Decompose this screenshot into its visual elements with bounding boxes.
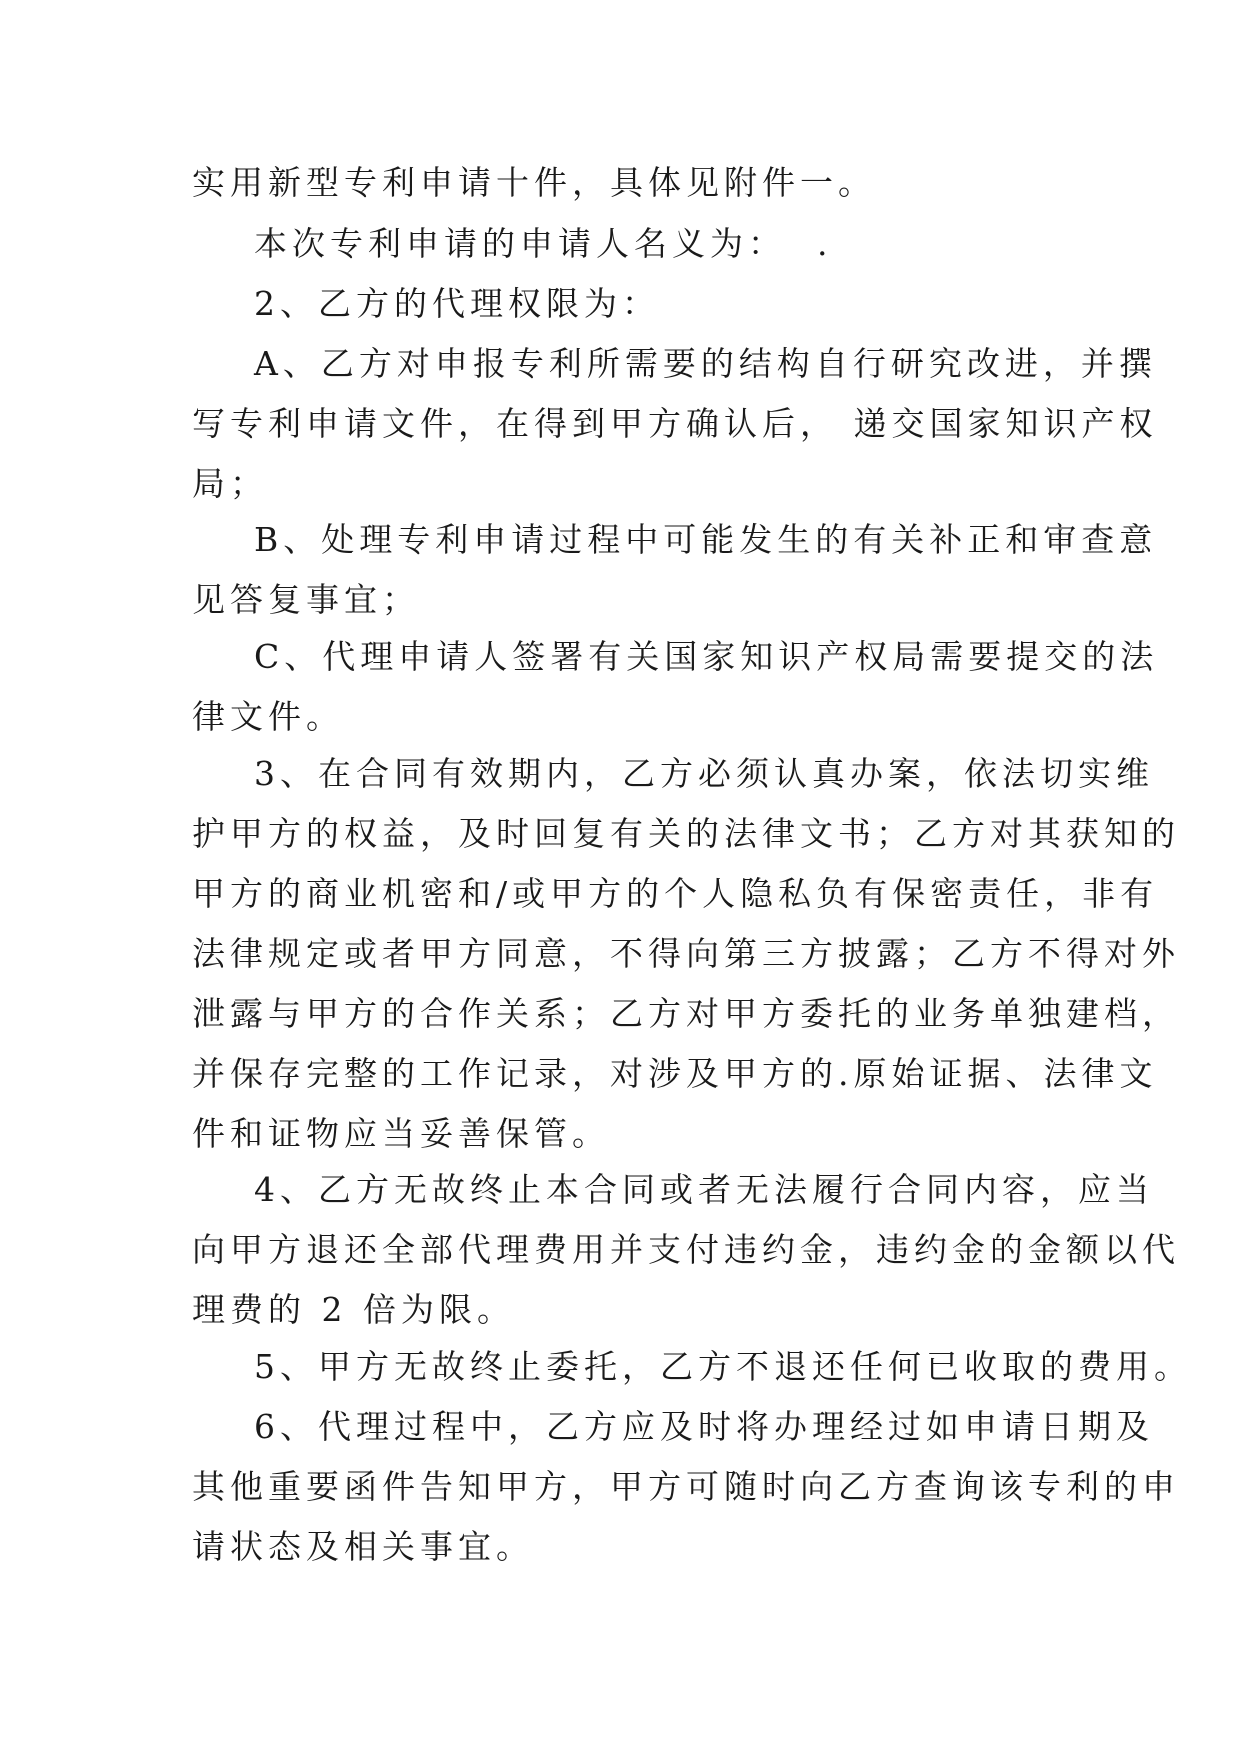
text-line: 实用新型专利申请十件，具体见附件一。 bbox=[192, 163, 876, 202]
text-line: B、处理专利申请过程中可能发生的有关补正和审查意 bbox=[254, 520, 1158, 559]
text-line: 5、甲方无故终止委托，乙方不退还任何已收取的费用。 bbox=[254, 1347, 1192, 1386]
text-line: 甲方的商业机密和/或甲方的个人隐私负有保密责任，非有 bbox=[192, 874, 1159, 913]
text-line: 向甲方退还全部代理费用并支付违约金，违约金的金额以代 bbox=[192, 1230, 1180, 1269]
text-line: 见答复事宜； bbox=[192, 580, 420, 619]
text-line: 3、在合同有效期内，乙方必须认真办案，依法切实维 bbox=[254, 754, 1154, 793]
text-line: 并保存完整的工作记录，对涉及甲方的.原始证据、法律文 bbox=[192, 1054, 1158, 1093]
text-line: 请状态及相关事宜。 bbox=[192, 1527, 534, 1566]
text-line: 理费的 2 倍为限。 bbox=[192, 1290, 515, 1329]
text-line: 2、乙方的代理权限为： bbox=[254, 284, 660, 323]
text-line: 律文件。 bbox=[192, 697, 344, 736]
text-line: 局； bbox=[192, 464, 268, 503]
text-line: 件和证物应当妥善保管。 bbox=[192, 1114, 610, 1153]
text-line: 6、代理过程中，乙方应及时将办理经过如申请日期及 bbox=[254, 1407, 1154, 1446]
text-line: 其他重要函件告知甲方，甲方可随时向乙方查询该专利的申 bbox=[192, 1467, 1180, 1506]
text-line: C、代理申请人签署有关国家知识产权局需要提交的法 bbox=[254, 637, 1159, 676]
text-line: A、乙方对申报专利所需要的结构自行研究改进，并撰 bbox=[254, 344, 1157, 383]
text-line: 泄露与甲方的合作关系；乙方对甲方委托的业务单独建档， bbox=[192, 994, 1180, 1033]
text-line: 本次专利申请的申请人名义为： . bbox=[254, 224, 833, 263]
text-line: 法律规定或者甲方同意，不得向第三方披露；乙方不得对外 bbox=[192, 934, 1180, 973]
text-line: 4、乙方无故终止本合同或者无法履行合同内容，应当 bbox=[254, 1170, 1154, 1209]
text-line: 护甲方的权益，及时回复有关的法律文书；乙方对其获知的 bbox=[192, 814, 1180, 853]
text-line: 写专利申请文件，在得到甲方确认后， 递交国家知识产权 bbox=[192, 404, 1158, 443]
